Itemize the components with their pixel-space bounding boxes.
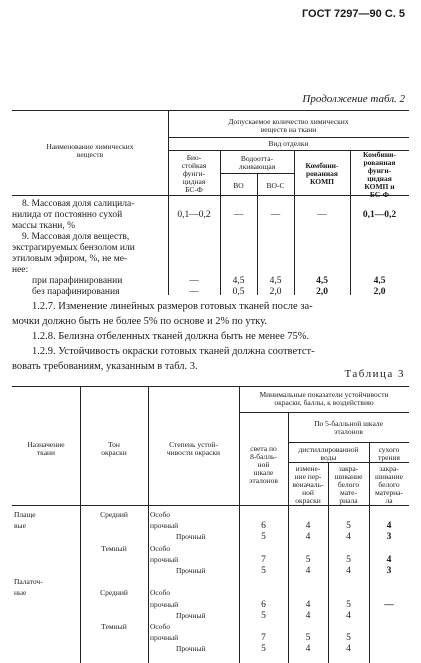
t2-col-kompbs: Комбини- рованная фунги- цидная КОМП и БС-Ф bbox=[363, 150, 396, 199]
t3-cell: 5 bbox=[261, 532, 266, 543]
t3-col-tone: Тон окраски bbox=[101, 440, 127, 457]
t2-row-name: без парафинирования bbox=[32, 287, 120, 297]
t3-row-degree: Прочный bbox=[176, 532, 206, 542]
t3-cell: 4 bbox=[346, 532, 351, 543]
t2-cell: 0,1—0,2 bbox=[177, 210, 211, 220]
t3-cell: 5 bbox=[261, 566, 266, 576]
t3-cell: 4 bbox=[305, 521, 311, 532]
table-3-title: Таблица 3 bbox=[344, 368, 405, 380]
t3-vline-1 bbox=[80, 386, 81, 663]
t3-vline-2 bbox=[148, 386, 149, 663]
t3-row-degree: Особо bbox=[150, 510, 171, 519]
t3-cell: 3 bbox=[386, 532, 392, 543]
t2-cell: 4,5 bbox=[269, 276, 282, 286]
t3-cell: 4 bbox=[305, 610, 311, 621]
t2-row-name: экстрагируемых бензолом или bbox=[12, 243, 135, 253]
table-continuation: Продолжение табл. 2 bbox=[302, 93, 405, 105]
t3-row-degree: Особо bbox=[150, 543, 171, 553]
t2-col-vos: ВО-С bbox=[266, 181, 285, 190]
t2-row-name: 8. Массовая доля салицила- bbox=[22, 199, 135, 209]
paragraph-1-2-7: 1.2.7. Изменение линейных размеров готовых тканей после за- bbox=[32, 301, 313, 312]
t2-col-vo: ВО bbox=[233, 181, 244, 190]
t3-row-tone: Средний bbox=[100, 588, 128, 598]
t3-cell: — bbox=[384, 599, 394, 610]
t3-row-tone: Средний bbox=[100, 510, 128, 519]
t2-row-name: массы ткани, % bbox=[12, 221, 76, 231]
t3-cell: 4 bbox=[346, 566, 351, 576]
t3-row-degree: Особо bbox=[150, 588, 171, 598]
t3-row-degree: Прочный bbox=[176, 566, 206, 575]
t3-col-staining: закра- шивание белого мате- риала bbox=[334, 464, 363, 505]
t2-cell: — bbox=[270, 210, 281, 220]
t2-row-name: нилида от постоянно сухой bbox=[12, 210, 123, 220]
t3-cell: 4 bbox=[305, 532, 311, 543]
t3-cell: 5 bbox=[305, 554, 311, 565]
t3-row-purpose: Палаточ- bbox=[14, 577, 43, 587]
t3-rule-min bbox=[239, 412, 409, 413]
t3-row-purpose: Плаще bbox=[14, 510, 36, 519]
t2-cell: 4,5 bbox=[316, 276, 328, 286]
t2-row-name: нее: bbox=[12, 265, 29, 275]
t3-row-degree: прочный bbox=[150, 554, 179, 564]
t3-cell: 5 bbox=[346, 633, 351, 644]
t3-rule-five bbox=[288, 442, 409, 443]
t3-row-degree: Особо bbox=[150, 622, 171, 631]
t3-row-degree: прочный bbox=[150, 599, 179, 609]
t2-cell: 0,5 bbox=[232, 287, 245, 297]
t3-rule-top bbox=[12, 386, 409, 387]
t3-col-purpose: Назначение ткани bbox=[27, 440, 65, 457]
t3-cell: 5 bbox=[346, 599, 351, 610]
t3-col-staining-2: закра- шивание белого материа- ла bbox=[374, 464, 404, 505]
paragraph-1-2-8: 1.2.8. Белизна отбеленных тканей должна быть не менее 75%. bbox=[32, 331, 310, 342]
t3-cell: 5 bbox=[346, 521, 351, 532]
t2-rule-top bbox=[12, 110, 409, 111]
t2-row-name: 9. Массовая доля веществ, bbox=[22, 232, 130, 242]
t3-cell: 4 bbox=[386, 554, 392, 565]
t3-cell: 3 bbox=[386, 566, 392, 576]
t2-cell: — bbox=[317, 210, 327, 220]
t3-cell: 7 bbox=[261, 554, 266, 565]
t2-vline-2 bbox=[220, 150, 221, 295]
t2-col-allowed: Допускаемое количество химических веществ на ткани bbox=[228, 117, 349, 134]
t3-cell: 4 bbox=[305, 599, 311, 610]
t2-cell: 0,1—0,2 bbox=[362, 210, 397, 220]
t3-cell: 6 bbox=[261, 521, 266, 532]
t2-cell: — bbox=[233, 210, 244, 220]
t2-col-name: Наименование химических веществ bbox=[46, 142, 134, 159]
t3-col-change: измене- ние пер- воначаль- ной окраски bbox=[292, 464, 324, 505]
t2-col-water: Водоотта- лкивающая bbox=[238, 154, 276, 171]
t3-row-tone: Темный bbox=[101, 622, 127, 631]
t2-col-komp: Комбини- рованная КОМП bbox=[305, 161, 339, 186]
t3-row-degree: прочный bbox=[150, 633, 179, 643]
t3-cell: 5 bbox=[261, 610, 266, 621]
page-header: ГОСТ 7297—90 С. 5 bbox=[301, 8, 405, 20]
paragraph-1-2-7-cont: мочки должно быть не более 5% по основе и 2% по утку. bbox=[12, 316, 267, 327]
t3-col-light: света по 8-балль- ной шкале эталонов bbox=[249, 444, 278, 485]
t3-rule-distilled bbox=[288, 462, 409, 463]
t2-cell: 4,5 bbox=[232, 276, 245, 286]
t3-cell: 5 bbox=[305, 633, 311, 644]
t3-cell: 4 bbox=[346, 610, 351, 621]
t3-col-degree: Степень устой- чивости окраски bbox=[166, 440, 221, 457]
t3-cell: 5 bbox=[261, 644, 266, 655]
t2-cell: 2,0 bbox=[373, 287, 386, 297]
t3-col-distilled: дистиллированной воды bbox=[298, 445, 359, 462]
t3-cell: 7 bbox=[261, 633, 266, 644]
t3-cell: 4 bbox=[305, 566, 311, 576]
t3-col-dry: сухого трения bbox=[378, 445, 400, 462]
t3-row-purpose: ные bbox=[14, 588, 27, 598]
t3-row-tone: Темный bbox=[101, 543, 127, 553]
paragraph-1-2-9-cont: вовать требованиям, указанным в табл. 3. bbox=[12, 361, 198, 372]
t3-cell: 4 bbox=[305, 644, 311, 655]
t2-row-name: при парафинировании bbox=[32, 276, 123, 286]
t2-cell: 4,5 bbox=[373, 276, 386, 286]
t2-cell: — bbox=[189, 276, 199, 286]
t3-cell: 4 bbox=[346, 644, 351, 655]
t3-row-degree: Прочный bbox=[176, 610, 206, 620]
t3-col-five-scale: По 5-балльной шкале эталонов bbox=[314, 419, 383, 436]
t2-rule-allowed bbox=[168, 137, 409, 138]
t3-row-degree: прочный bbox=[150, 521, 179, 531]
t2-vline-1 bbox=[168, 110, 169, 295]
t3-col-min: Минимальные показатели устойчивости окраски, баллы, к воздействию bbox=[259, 390, 389, 407]
t2-row-name: этиловым эфиром, %, не ме- bbox=[12, 254, 128, 264]
t3-row-purpose: вые bbox=[14, 521, 26, 531]
t2-cell: 2,0 bbox=[316, 287, 328, 297]
t3-cell: 4 bbox=[386, 521, 392, 532]
t3-row-degree: Прочный bbox=[176, 644, 206, 654]
t2-col-finish: Вид отделки bbox=[268, 139, 309, 148]
t2-cell: — bbox=[189, 287, 199, 297]
t3-rule-header-bottom bbox=[12, 505, 409, 506]
paragraph-1-2-9: 1.2.9. Устойчивость окраски готовых тканей должна соответст- bbox=[32, 346, 315, 357]
t2-cell: 2,0 bbox=[269, 287, 282, 297]
t3-cell: 5 bbox=[346, 554, 351, 565]
t2-col-bio: Био- стойкая фунги- цидная БС-Ф bbox=[181, 153, 207, 194]
t3-cell: 6 bbox=[261, 599, 266, 610]
